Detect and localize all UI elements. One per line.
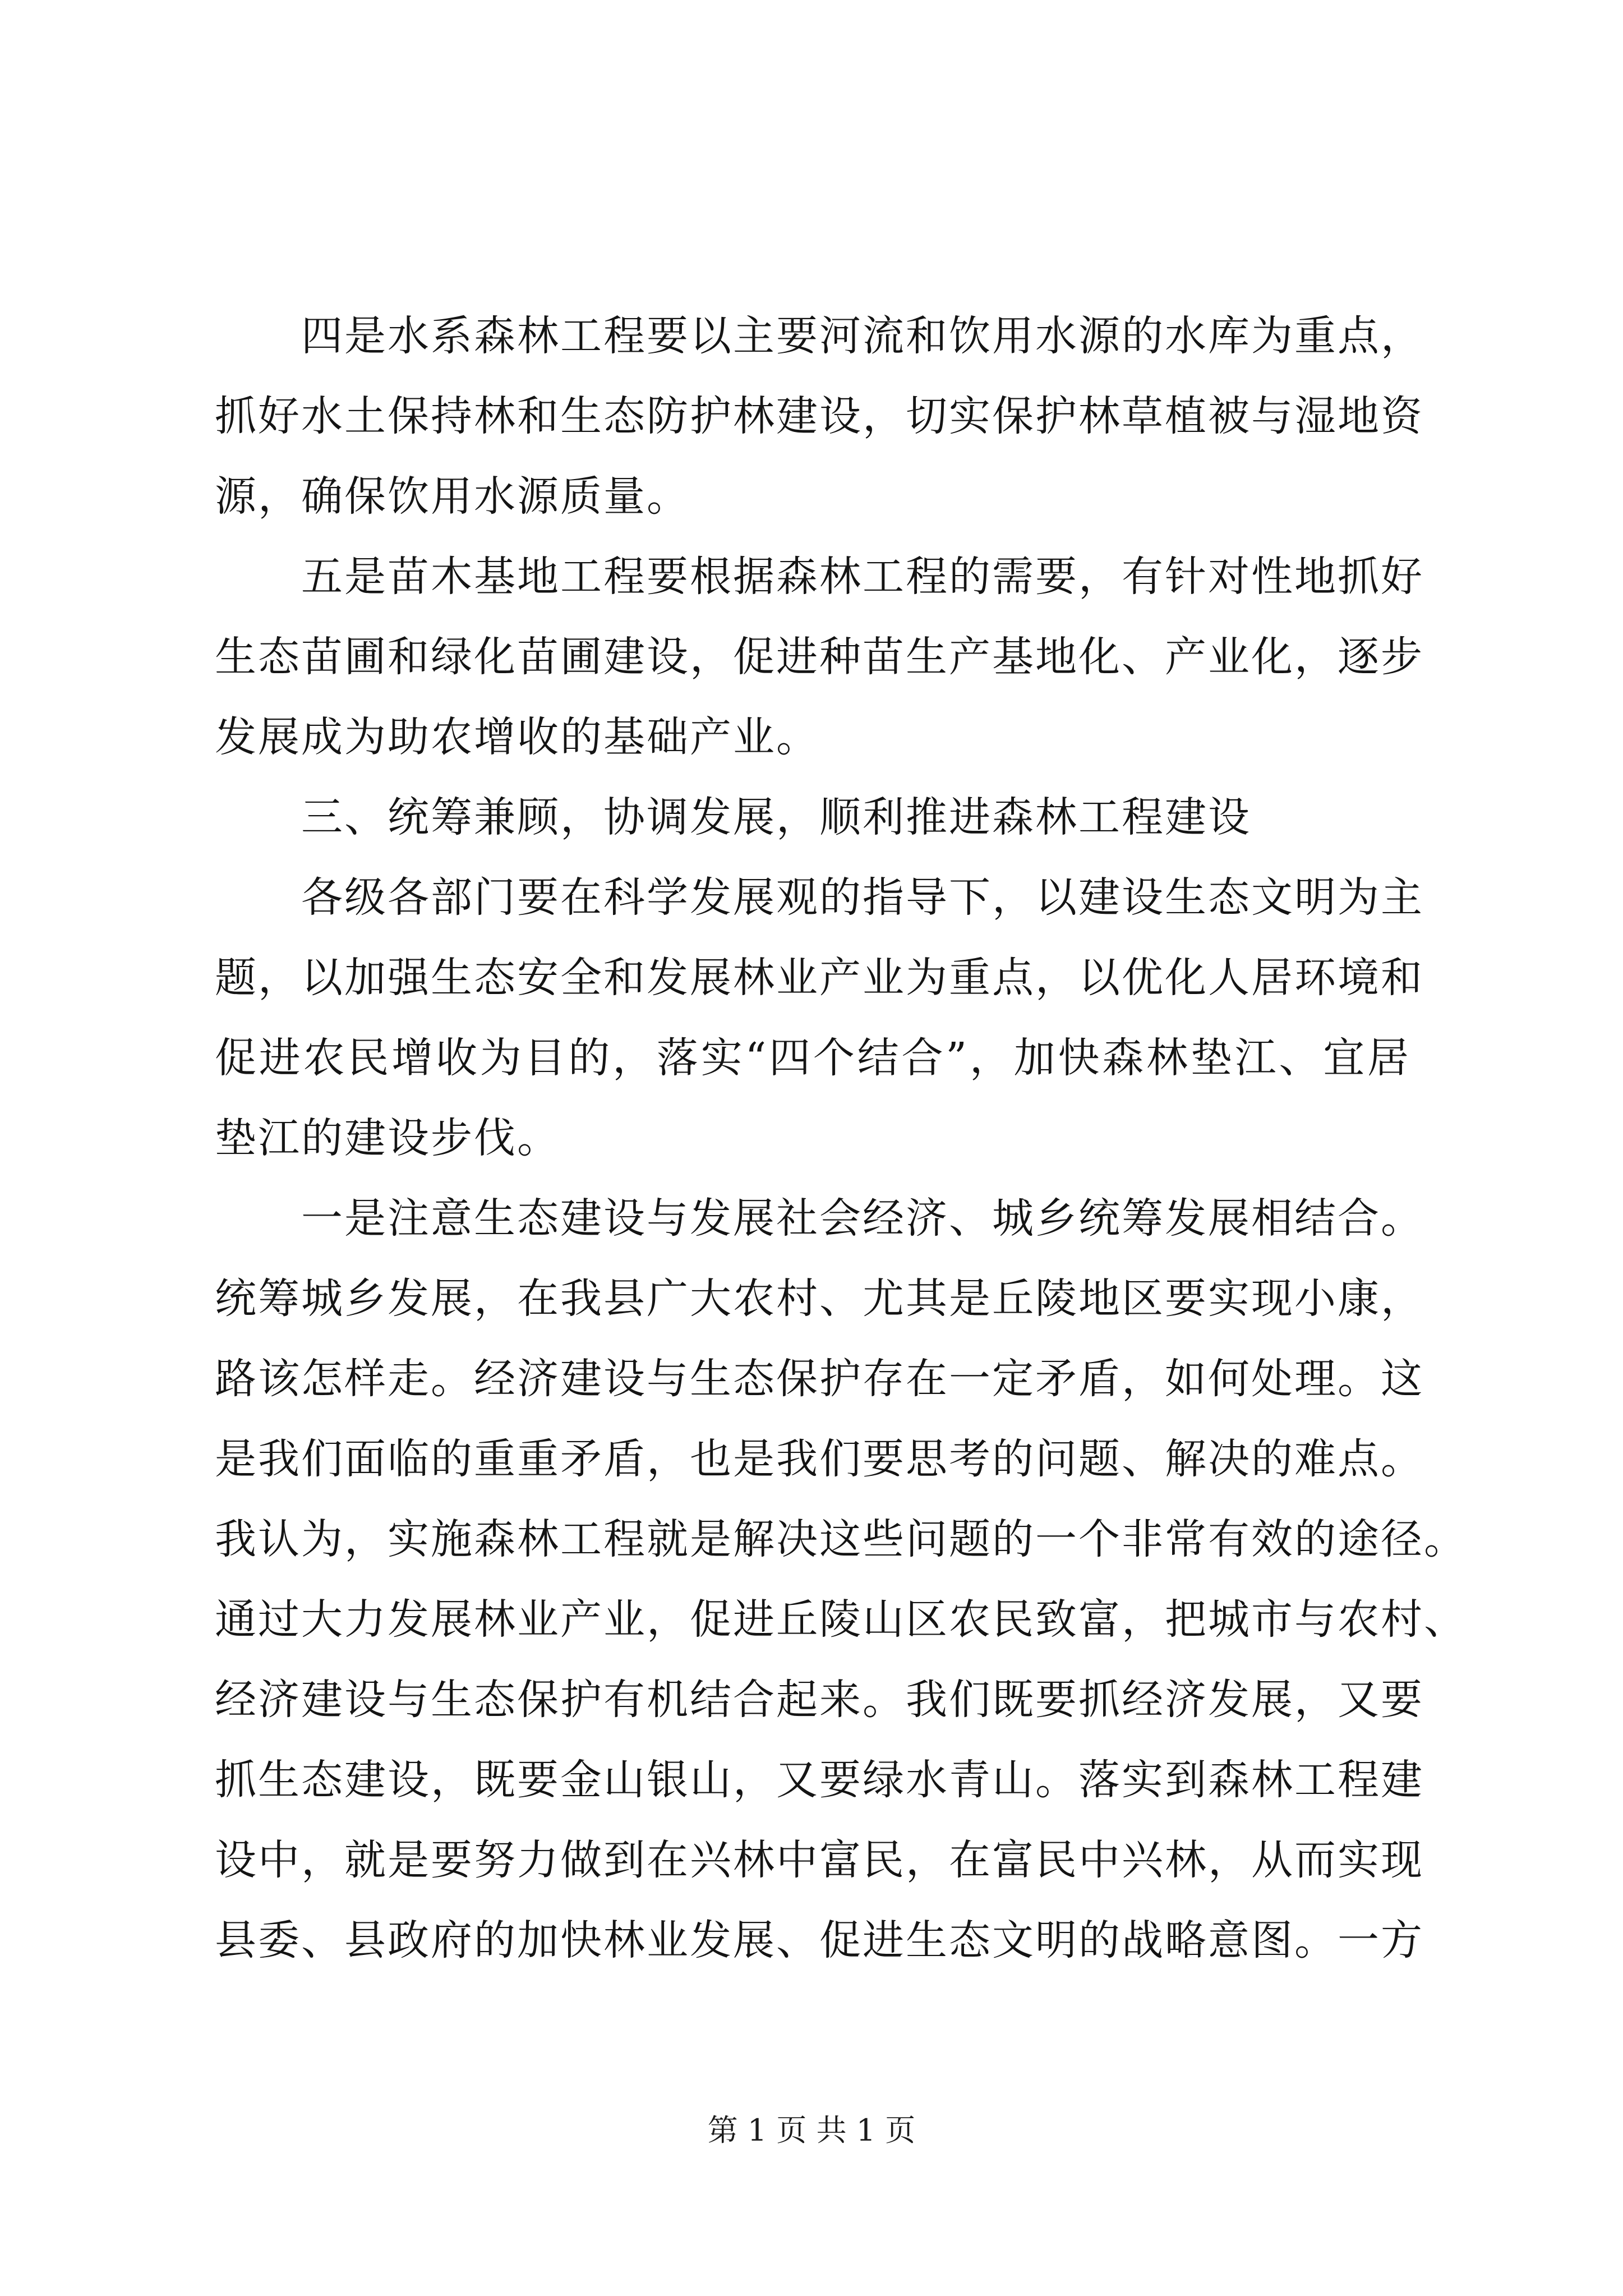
section-heading: 三、统筹兼顾，协调发展，顺利推进森林工程建设	[301, 793, 1251, 841]
paragraph-line: 生态苗圃和绿化苗圃建设，促进种苗生产基地化、产业化，逐步	[215, 633, 1424, 681]
paragraph-line: 各级各部门要在科学发展观的指导下，以建设生态文明为主	[301, 873, 1424, 922]
paragraph-line: 路该怎样走。经济建设与生态保护存在一定矛盾，如何处理。这	[215, 1355, 1424, 1403]
paragraph-line: 四是水系森林工程要以主要河流和饮用水源的水库为重点，	[301, 312, 1424, 360]
paragraph-line: 抓生态建设，既要金山银山，又要绿水青山。落实到森林工程建	[215, 1756, 1424, 1804]
paragraph-line: 我认为，实施森林工程就是解决这些问题的一个非常有效的途径。	[215, 1515, 1467, 1563]
paragraph-line: 题，以加强生态安全和发展林业产业为重点，以优化人居环境和	[215, 954, 1424, 1002]
page-number: 第 1 页 共 1 页	[707, 2113, 916, 2148]
paragraph-line: 发展成为助农增收的基础产业。	[215, 713, 819, 761]
document-body	[215, 296, 1467, 1981]
paragraph-line: 设中，就是要努力做到在兴林中富民，在富民中兴林，从而实现	[215, 1836, 1424, 1884]
paragraph-line: 是我们面临的重重矛盾，也是我们要思考的问题、解决的难点。	[215, 1435, 1424, 1483]
paragraph-line: 通过大力发展林业产业，促进丘陵山区农民致富，把城市与农村、	[215, 1595, 1467, 1644]
paragraph-line: 五是苗木基地工程要根据森林工程的需要，有针对性地抓好	[301, 553, 1424, 601]
paragraph-line: 促进农民增收为目的，落实“四个结合”，加快森林垫江、宜居	[215, 1034, 1410, 1082]
paragraph-line: 统筹城乡发展，在我县广大农村、尤其是丘陵地区要实现小康，	[215, 1274, 1424, 1323]
paragraph-line: 源，确保饮用水源质量。	[215, 472, 690, 521]
paragraph-line: 县委、县政府的加快林业发展、促进生态文明的战略意图。一方	[215, 1916, 1424, 1964]
paragraph-line: 抓好水土保持林和生态防护林建设，切实保护林草植被与湿地资	[215, 392, 1424, 440]
paragraph-line: 一是注意生态建设与发展社会经济、城乡统筹发展相结合。	[301, 1194, 1424, 1243]
paragraph-line: 垫江的建设步伐。	[215, 1114, 560, 1162]
paragraph-line: 经济建设与生态保护有机结合起来。我们既要抓经济发展，又要	[215, 1676, 1424, 1724]
page-footer	[0, 2106, 1623, 2150]
